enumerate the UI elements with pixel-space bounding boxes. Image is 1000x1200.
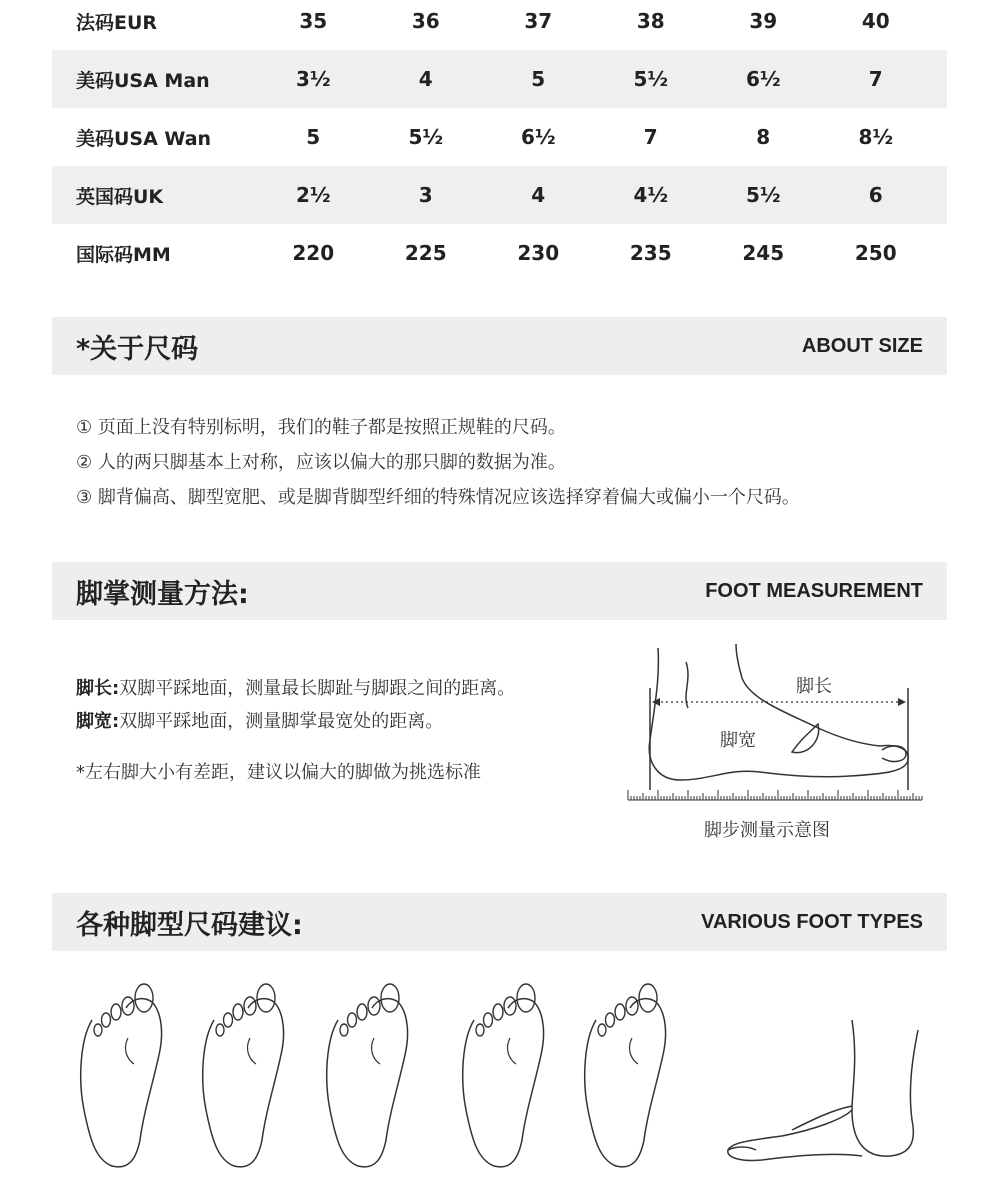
size-cell: 230 <box>517 241 560 265</box>
diagram-width-label: 脚宽 <box>720 730 756 751</box>
foot-measurement-title: 脚掌测量方法: <box>76 578 249 610</box>
diagram-caption: 脚步测量示意图 <box>704 820 830 841</box>
foot-type-side-illustration <box>728 1020 918 1161</box>
size-cell: 5½ <box>408 125 444 149</box>
foot-type-1-illustration <box>81 984 162 1167</box>
size-cell: 220 <box>292 241 335 265</box>
size-cell: 5½ <box>745 183 781 207</box>
foot-type-4-illustration <box>463 984 544 1167</box>
foot-types-title-en: VARIOUS FOOT TYPES <box>701 910 923 933</box>
about-size-title: *关于尺码 <box>76 333 199 365</box>
size-cell: 7 <box>868 67 883 91</box>
size-cell: 225 <box>404 241 447 265</box>
size-row-usa-man <box>52 50 947 108</box>
size-cell: 5 <box>306 125 321 149</box>
length-instruction <box>76 672 515 705</box>
size-cell: 4 <box>531 183 546 207</box>
size-row-eur <box>52 0 947 50</box>
about-size-header <box>52 317 947 375</box>
size-cell: 35 <box>299 9 328 33</box>
foot-type-3-illustration <box>327 984 408 1167</box>
size-cell: 245 <box>742 241 785 265</box>
size-cell: 37 <box>524 9 553 33</box>
size-cell: 3 <box>418 183 433 207</box>
row-label: 法码EUR <box>76 11 158 34</box>
size-cell: 4½ <box>633 183 669 207</box>
width-text: 双脚平踩地面，测量脚掌最宽处的距离。 <box>119 711 444 732</box>
width-instruction <box>76 705 515 738</box>
note-item: ② 人的两只脚基本上对称，应该以偏大的那只脚的数据为准。 <box>76 452 566 473</box>
size-cell: 4 <box>418 67 433 91</box>
size-cell: 38 <box>636 9 665 33</box>
foot-measurement-title-en: FOOT MEASUREMENT <box>705 579 923 602</box>
size-table <box>52 0 947 282</box>
measurement-tip: *左右脚大小有差距，建议以偏大的脚做为挑选标准 <box>76 762 481 783</box>
foot-types-illustrations <box>52 980 947 1180</box>
size-cell: 7 <box>643 125 658 149</box>
foot-types-header <box>52 893 947 951</box>
size-cell: 250 <box>854 241 897 265</box>
size-cell: 40 <box>861 9 890 33</box>
size-row-mm <box>52 224 947 282</box>
foot-measurement-header <box>52 562 947 620</box>
size-cell: 6 <box>868 183 883 207</box>
size-cell: 5½ <box>633 67 669 91</box>
diagram-length-label: 脚长 <box>796 676 832 697</box>
size-row-usa-wan <box>52 108 947 166</box>
size-cell: 8 <box>756 125 771 149</box>
width-label: 脚宽: <box>76 711 120 732</box>
row-label: 英国码UK <box>76 185 164 208</box>
size-cell: 39 <box>749 9 778 33</box>
measurement-instructions <box>76 672 515 789</box>
size-cell: 3½ <box>295 67 331 91</box>
length-label: 脚长: <box>76 678 120 699</box>
size-row-uk <box>52 166 947 224</box>
row-label: 美码USA Man <box>76 69 210 92</box>
row-label: 美码USA Wan <box>76 127 212 150</box>
row-label: 国际码MM <box>76 243 171 266</box>
size-cell: 6½ <box>520 125 556 149</box>
size-cell: 2½ <box>295 183 331 207</box>
about-size-notes <box>76 410 800 515</box>
size-cell: 8½ <box>858 125 894 149</box>
foot-type-5-illustration <box>585 984 666 1167</box>
foot-measurement-diagram <box>620 640 930 850</box>
foot-types-title: 各种脚型尺码建议: <box>76 909 303 941</box>
size-cell: 36 <box>411 9 440 33</box>
length-text: 双脚平踩地面，测量最长脚趾与脚跟之间的距离。 <box>119 678 516 699</box>
size-cell: 235 <box>629 241 672 265</box>
about-size-title-en: ABOUT SIZE <box>801 334 923 357</box>
note-item: ① 页面上没有特别标明，我们的鞋子都是按照正规鞋的尺码。 <box>76 417 566 438</box>
note-item: ③ 脚背偏高、脚型宽肥、或是脚背脚型纤细的特殊情况应该选择穿着偏大或偏小一个尺码。 <box>76 487 800 508</box>
size-cell: 6½ <box>745 67 781 91</box>
size-cell: 5 <box>531 67 546 91</box>
foot-type-2-illustration <box>203 984 284 1167</box>
